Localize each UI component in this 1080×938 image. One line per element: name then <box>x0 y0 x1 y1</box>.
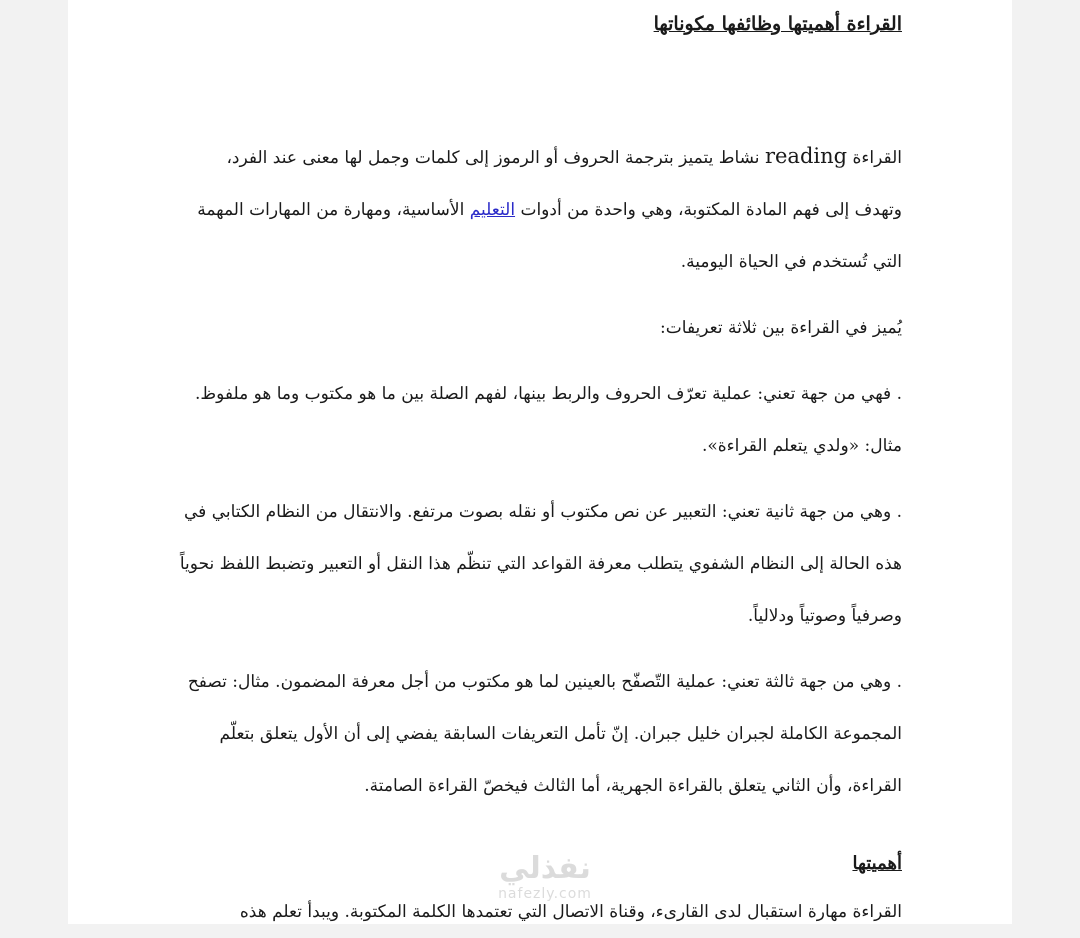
definitions-intro: يُميز في القراءة بين ثلاثة تعريفات: <box>660 318 902 338</box>
intro-latin-term: reading <box>764 144 848 168</box>
section-heading-importance: أهميتها <box>852 853 902 874</box>
definition-2: . وهي من جهة ثانية تعني: التعبير عن نص مكتوب أو نقله بصوت مرتفع. والانتقال من النظام الكتابي في هذه الحالة إلى النظام الشفوي يتطلب معرفة القواعد التي تنظّم هذا النقل أو التعبير وتضبط اللفظ نحوياً وصرفياً وصوتياً ودلالياً. <box>179 502 902 626</box>
importance-paragraph: القراءة مهارة استقبال لدى القارىء، وقناة الاتصال التي تعتمدها الكلمة المكتوبة. ويبدأ تعلم هذه <box>239 902 902 922</box>
watermark-arabic: نفذلي <box>499 851 591 886</box>
intro-paragraph <box>178 130 902 288</box>
intro-text-middle: نشاط يتميز بترجمة الحروف أو الرموز إلى كلمات وجمل لها معنى عند الفرد، وتهدف إلى فهم المادة المكتوبة، وهي واحدة من أدوات <box>226 148 902 220</box>
intro-text-end: الأساسية، ومهارة من المهارات المهمة التي تُستخدم في الحياة اليومية. <box>197 200 902 272</box>
document-title: القراءة أهميتها وظائفها مكوناتها <box>653 13 902 35</box>
watermark-url: nafezly.com <box>498 886 592 902</box>
definition-1: . فهي من جهة تعني: عملية تعرّف الحروف والربط بينها، لفهم الصلة بين ما هو مكتوب وما هو ملفوظ. مثال: «ولدي يتعلم القراءة». <box>194 384 902 456</box>
definition-3: . وهي من جهة ثالثة تعني: عملية التّصفّح بالعينين لما هو مكتوب من أجل معرفة المضمون. مثال: تصفح المجموعة الكاملة لجبران خليل جبران. إنّ تأمل التعريفات السابقة يفضي إلى أن الأول يتعلق بتعلّم القراءة، وأن الثاني يتعلق بالقراءة الجهرية، أما الثالث فيخصّ القراءة الصامتة. <box>187 672 902 796</box>
intro-text-start: القراءة <box>847 148 902 168</box>
education-link[interactable]: التعليم <box>469 200 516 220</box>
document-page <box>68 0 1012 924</box>
document-body <box>178 0 902 938</box>
